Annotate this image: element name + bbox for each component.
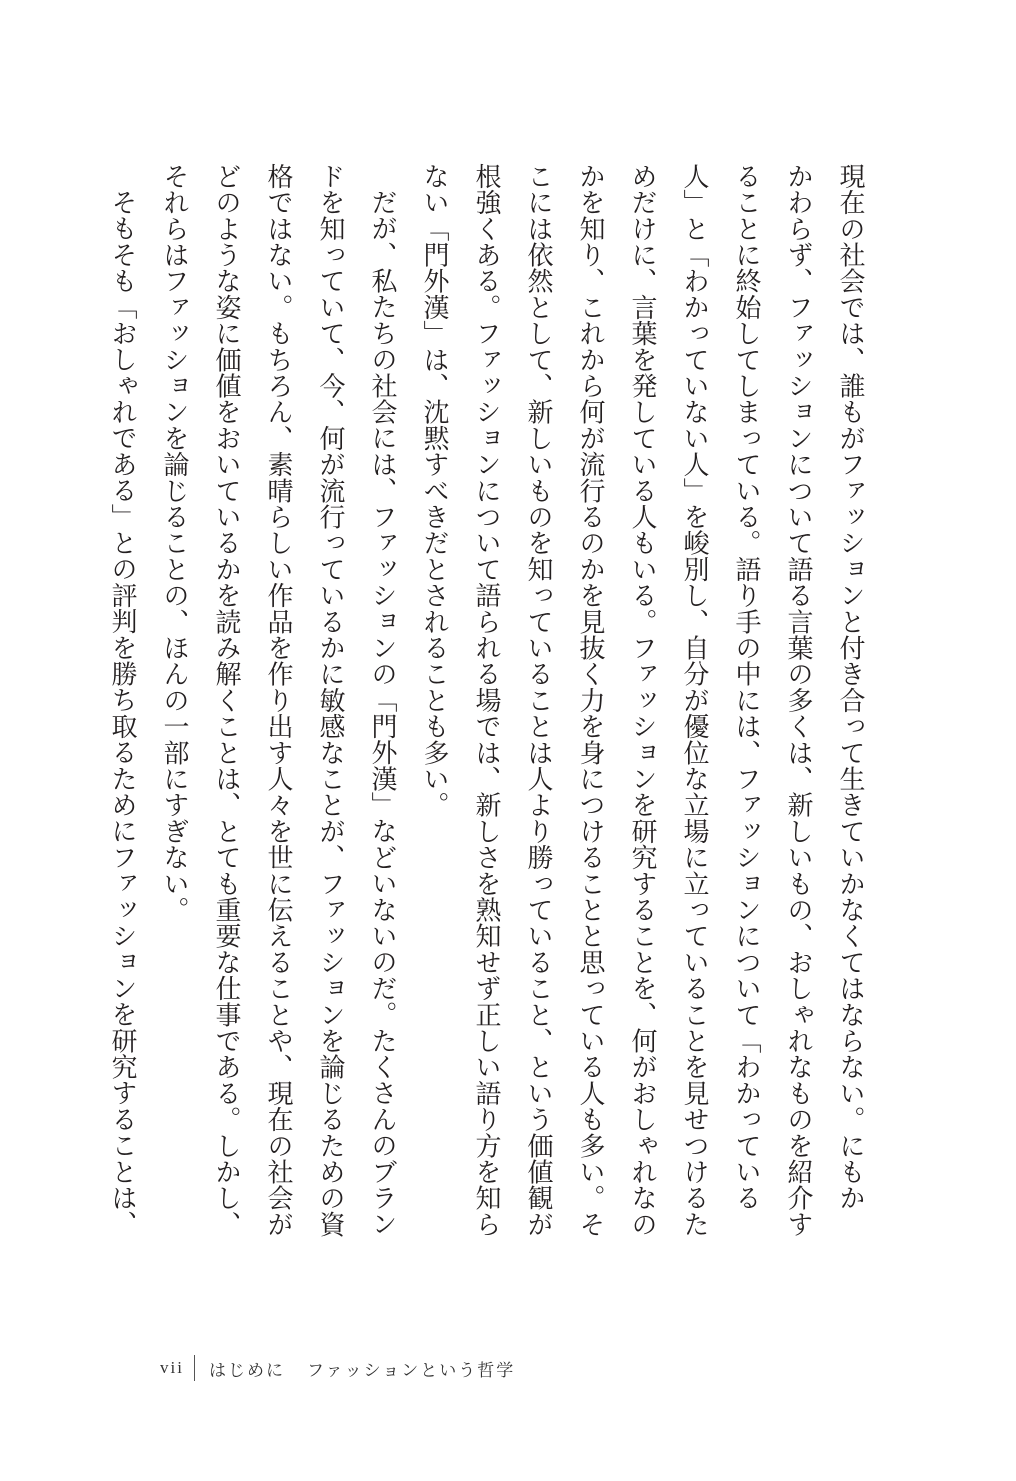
text-line: 格ではない。もちろん、素晴らしい作品を作り出す人々を世に伝えることや、現在の社会が xyxy=(264,163,293,1238)
text-line: そもそも「おしゃれである」との評判を勝ち取るためにファッションを研究することは、 xyxy=(108,189,137,1237)
text-line: ドを知っていて、今、何が流行っているかに敏感なことが、ファッションを論じるための資 xyxy=(316,163,345,1238)
footer-divider xyxy=(194,1355,195,1381)
text-line: だが、私たちの社会には、ファッションの「門外漢」などいないのだ。たくさんのブラン xyxy=(368,189,397,1237)
text-line: かわらず、ファッションについて語る言葉の多くは、新しいもの、おしゃれなものを紹介す xyxy=(784,163,813,1238)
text-line: こには依然として、新しいものを知っていることは人より勝っていること、という価値観が xyxy=(524,163,553,1238)
text-line: 人」と「わかっていない人」を峻別し、自分が優位な立場に立っていることを見せつけるた xyxy=(680,163,709,1238)
chapter-label: はじめに xyxy=(208,1360,285,1380)
text-line: それらはファッションを論じることの、ほんの一部にすぎない。 xyxy=(160,163,189,923)
text-line: どのような姿に価値をおいているかを読み解くことは、とても重要な仕事である。しかし、 xyxy=(212,163,241,1238)
book-title: ファッションという哲学 xyxy=(306,1360,516,1380)
text-line: ることに終始してしまっている。語り手の中には、ファッションについて「わかっている xyxy=(732,163,761,1211)
body-text xyxy=(96,163,876,1238)
running-footer xyxy=(160,1355,515,1381)
text-line: 根強くある。ファッションについて語られる場では、新しさを熟知せず正しい語り方を知ら xyxy=(472,163,501,1238)
page-number: vii xyxy=(160,1358,184,1377)
text-line: かを知り、これから何が流行るのかを見抜く力を身につけることと思っている人も多い。そ xyxy=(576,163,605,1238)
text-line: ない「門外漢」は、沈黙すべきだとされることも多い。 xyxy=(420,163,449,818)
text-line: 現在の社会では、誰もがファッションと付き合って生きていかなくてはならない。にもか xyxy=(836,163,865,1211)
text-line: めだけに、言葉を発している人もいる。ファッションを研究することを、何がおしゃれなの xyxy=(628,163,657,1238)
